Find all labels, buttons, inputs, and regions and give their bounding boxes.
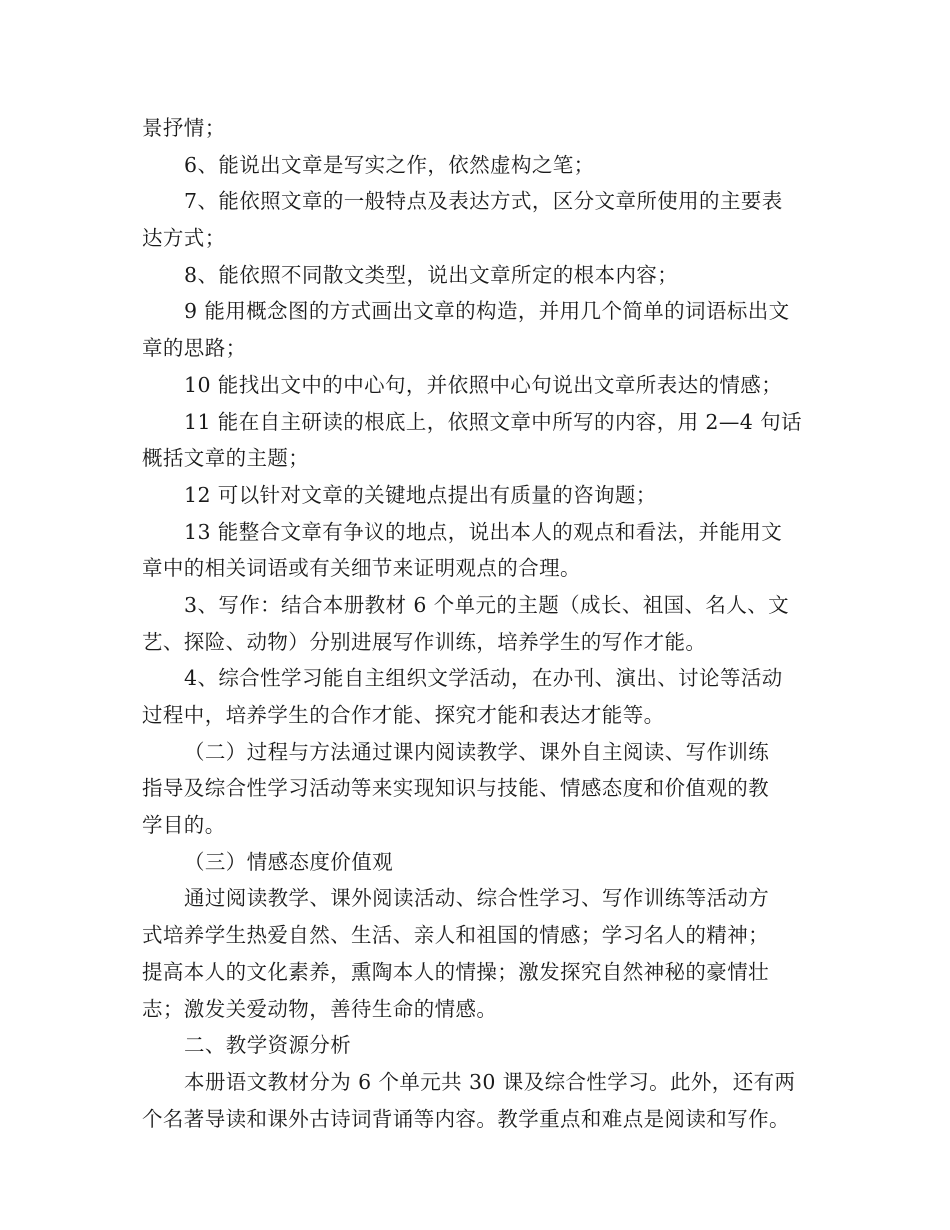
- text-line: 达方式；: [142, 226, 226, 251]
- paragraph-p14: [142, 1027, 832, 1064]
- paragraph-p5: [142, 367, 832, 404]
- text-line: 11 能在自主研读的根底上，依照文章中所写的内容，用 2—4 句话: [184, 409, 802, 434]
- paragraph-p9: [142, 587, 832, 660]
- paragraph-p10: [142, 660, 832, 733]
- text-line: 9 能用概念图的方式画出文章的构造，并用几个简单的词语标出文: [184, 299, 790, 324]
- paragraph-p1: [142, 147, 832, 184]
- text-line: 过程中，培养学生的合作才能、探究才能和表达才能等。: [142, 703, 665, 727]
- text-line: 指导及综合性学习活动等来实现知识与技能、情感态度和价值观的教: [142, 776, 769, 801]
- text-line: 章中的相关词语或有关细节来证明观点的合理。: [142, 556, 581, 581]
- paragraph-p6: [142, 404, 832, 477]
- text-line: 二、教学资源分析: [184, 1033, 352, 1058]
- text-line: 10 能找出文中的中心句，并依照中心句说出文章所表达的情感；: [184, 372, 783, 397]
- text-line: 概括文章的主题；: [142, 446, 310, 471]
- text-line: 式培养学生热爱自然、生活、亲人和祖国的情感；学习名人的精神；: [142, 923, 769, 948]
- text-line: 本册语文教材分为 6 个单元共 30 课及综合性学习。此外，还有两: [184, 1069, 796, 1094]
- text-line: 学目的。: [142, 813, 226, 838]
- text-line: 志；激发关爱动物，善待生命的情感。: [142, 996, 498, 1021]
- paragraph-p12: [142, 844, 832, 881]
- text-line: 7、能依照文章的一般特点及表达方式，区分文章所使用的主要表: [184, 189, 783, 214]
- text-line: 景抒情；: [142, 116, 226, 140]
- text-line: 4、综合性学习能自主组织文学活动，在办刊、演出、讨论等活动: [184, 666, 783, 691]
- text-line: 13 能整合文章有争议的地点，说出本人的观点和看法，并能用文: [184, 519, 783, 544]
- paragraph-p13: [142, 880, 832, 1027]
- text-line: 个名著导读和课外古诗词背诵等内容。教学重点和难点是阅读和写作。: [142, 1106, 790, 1131]
- text-line: （三）情感态度价值观: [184, 849, 393, 874]
- paragraph-p11: [142, 734, 832, 844]
- text-line: 6、能说出文章是写实之作，依然虚构之笔；: [184, 152, 595, 177]
- text-line: 艺、探险、动物）分别进展写作训练，培养学生的写作才能。: [142, 629, 707, 654]
- paragraph-p3: [142, 257, 832, 294]
- text-line: 提高本人的文化素养，熏陶本人的情操；激发探究自然神秘的豪情壮: [142, 959, 769, 984]
- paragraph-p8: [142, 514, 832, 587]
- text-line: 8、能依照不同散文类型，说出文章所定的根本内容；: [184, 262, 679, 287]
- text-line: （二）过程与方法通过课内阅读教学、课外自主阅读、写作训练: [184, 739, 770, 764]
- document-body: [142, 110, 832, 1137]
- paragraph-p15: [142, 1064, 832, 1137]
- text-line: 章的思路；: [142, 336, 247, 361]
- paragraph-p0: [142, 110, 832, 147]
- paragraph-p2: [142, 183, 832, 256]
- text-line: 3、写作：结合本册教材 6 个单元的主题（成长、祖国、名人、文: [184, 592, 790, 617]
- paragraph-p7: [142, 477, 832, 514]
- text-line: 通过阅读教学、课外阅读活动、综合性学习、写作训练等活动方: [184, 886, 770, 911]
- paragraph-p4: [142, 293, 832, 366]
- text-line: 12 可以针对文章的关键地点提出有质量的咨询题；: [184, 482, 657, 507]
